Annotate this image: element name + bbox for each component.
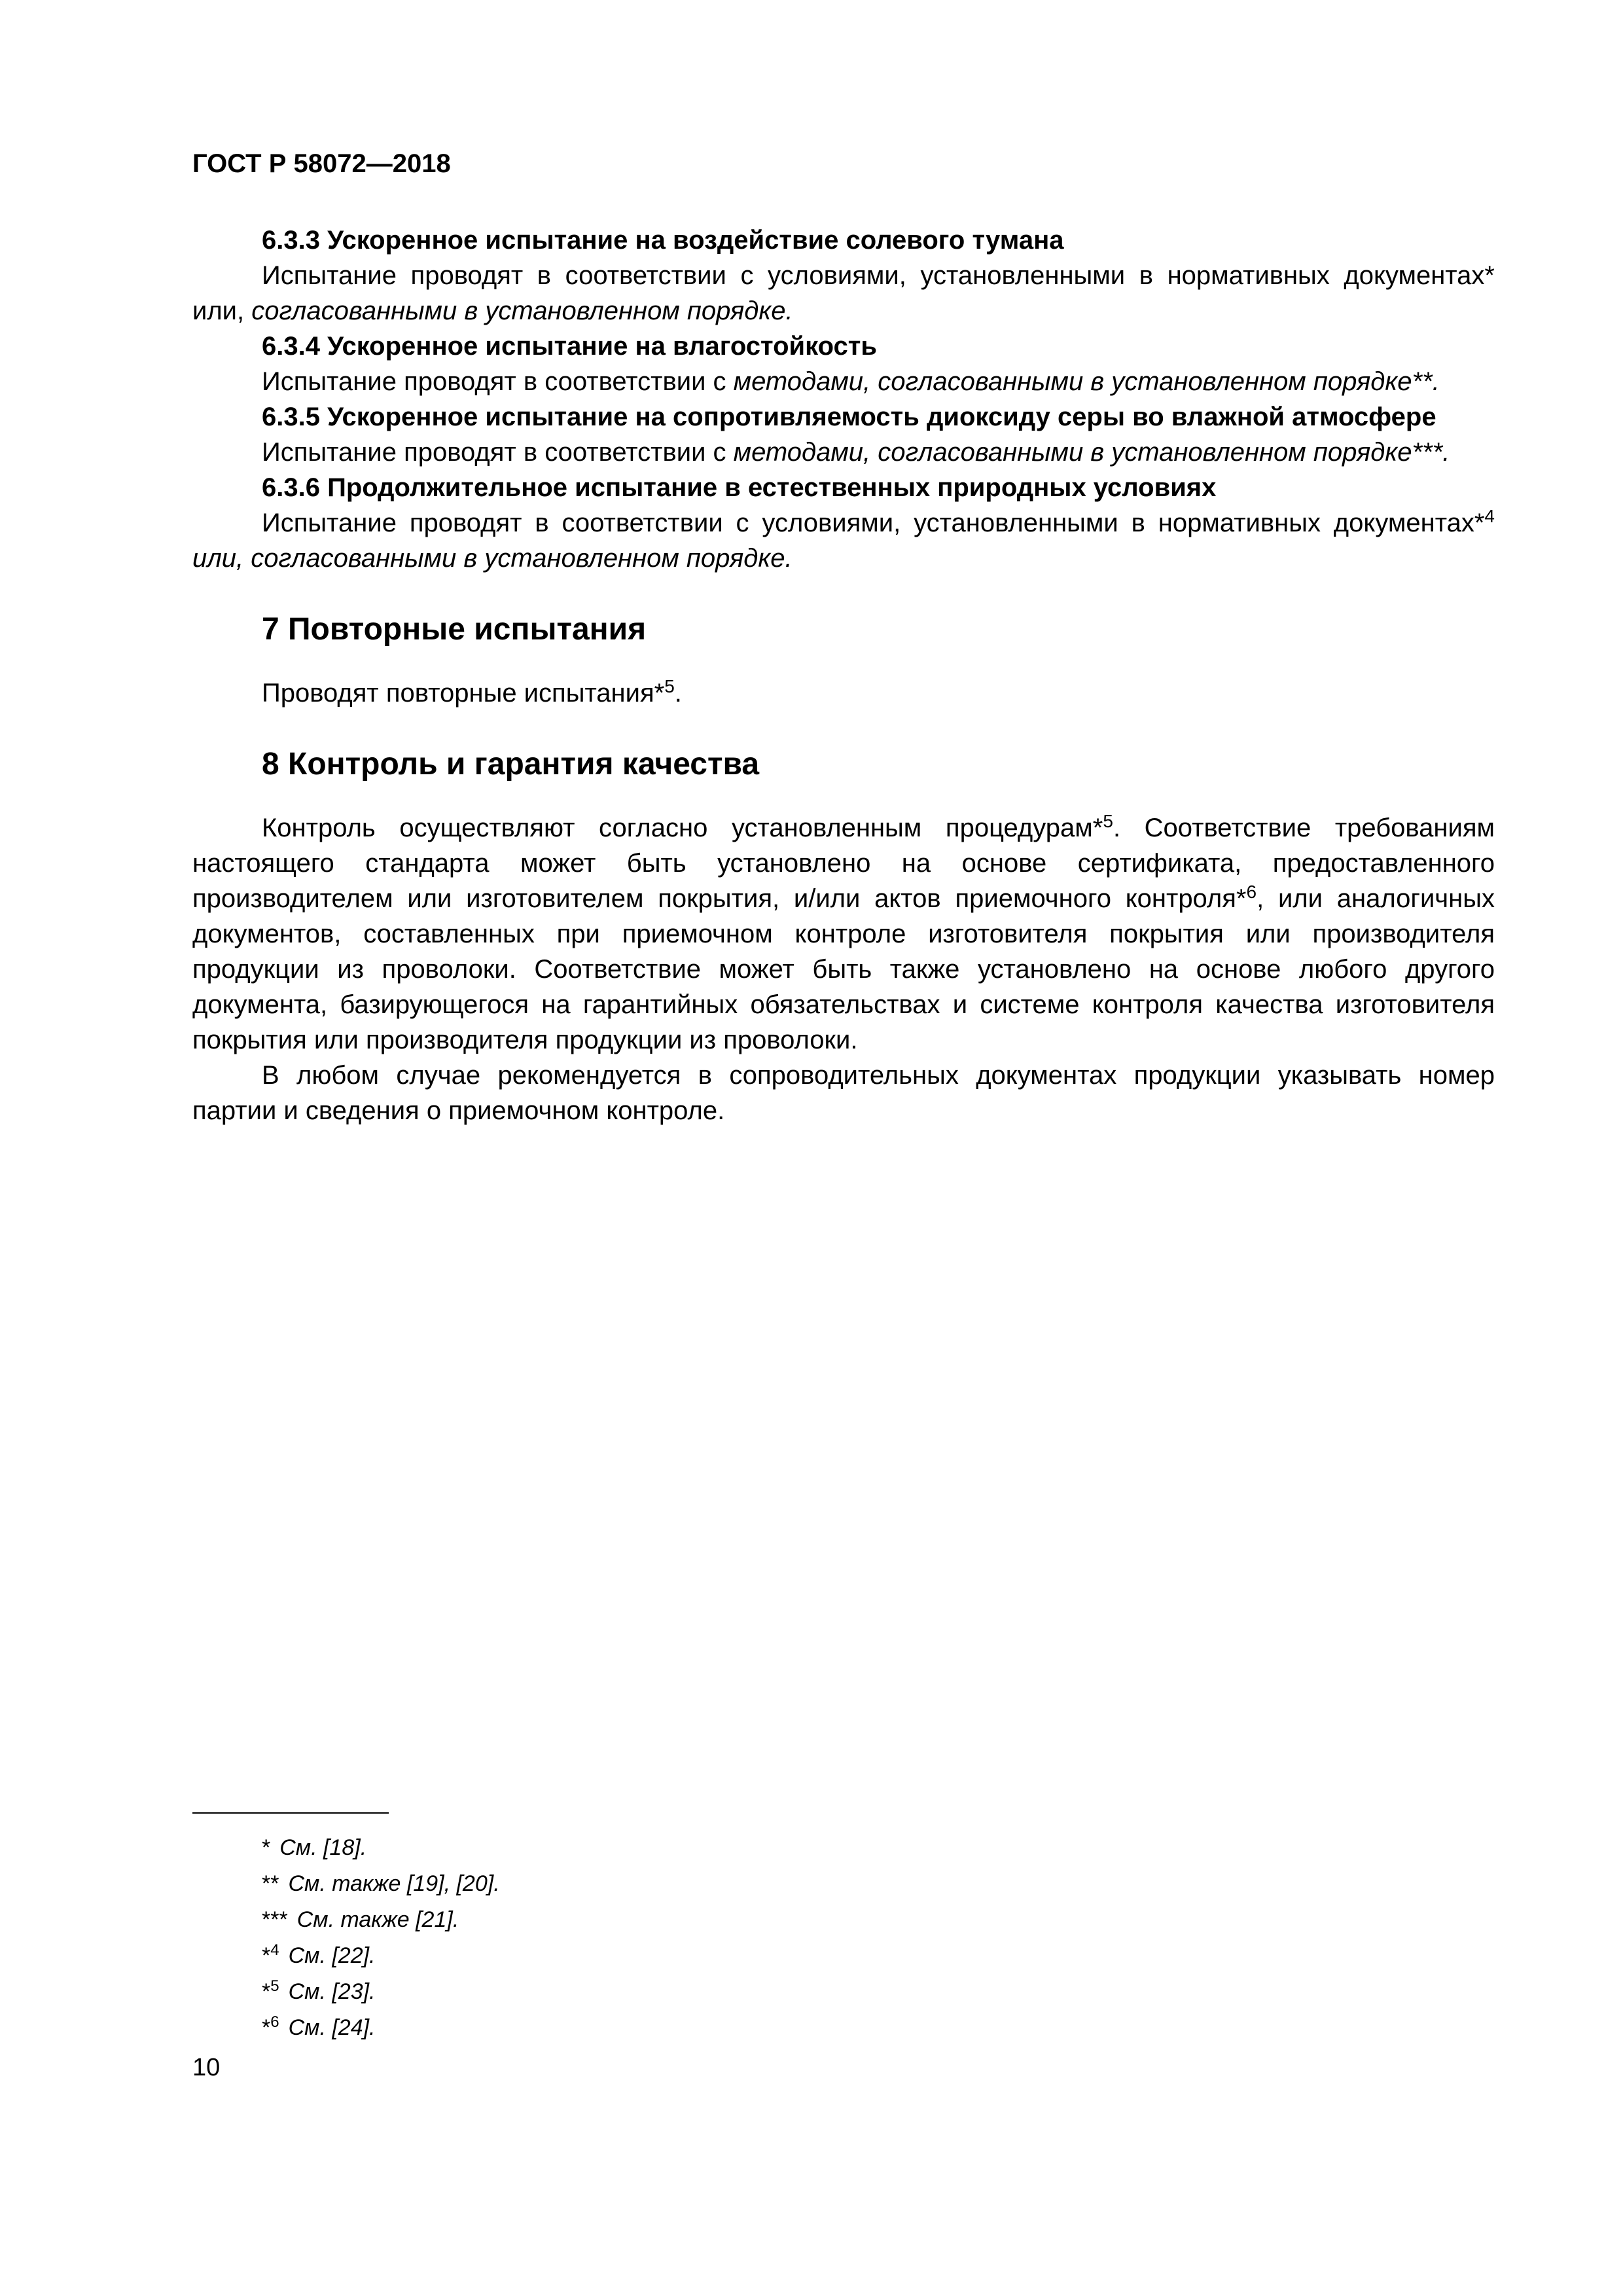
footnote-text: См. также [21]. <box>296 1907 459 1932</box>
footnote-mark: *$^6$ <box>262 2013 279 2040</box>
section-title-7: 7 Повторные испытания <box>262 612 647 647</box>
footnote-mark: *$^5$ <box>262 1977 279 2004</box>
footnote-separator <box>192 1812 389 1814</box>
paragraph-6-3-4-prefix: Испытание проводят в соответствии с <box>262 367 734 396</box>
paragraph-8-2-text: В любом случае рекомендуется в сопроводительных документах продукции указывать номер партии и сведения о приемочном контроле. <box>192 1061 1495 1125</box>
paragraph-8-1-c: , или аналогичных документов, составленных при приемочном контроле изготовителя покрытия или производителя продукции из проволоки. Соответствие может быть также установлено на основе любого другого документа, базирующегося на гарантийных обязательствах и системе контроля качества изготовителя покрытия или производителя продукции из проволоки. <box>192 884 1495 1054</box>
paragraph-6-3-3 <box>192 258 1495 293</box>
paragraph-6-3-3-text: Испытание проводят в соответствии с условиями, установленными в нормативных документах* <box>262 261 1495 290</box>
section-title-8: 8 Контроль и гарантия качества <box>262 747 760 781</box>
page-number: 10 <box>192 2054 221 2081</box>
paragraph-6-3-3-cont <box>192 293 1495 329</box>
document-header: ГОСТ Р 58072—2018 <box>192 149 451 178</box>
footnote-text: См. [23]. <box>288 1979 376 2004</box>
footnote-mark: * <box>262 1835 271 1860</box>
paragraph-7-text: Проводят повторные испытания* <box>262 679 665 708</box>
footnote-text: См. [18]. <box>279 1835 367 1860</box>
footnote-item <box>262 1866 500 1902</box>
footnote-mark: *$^4$ <box>262 1941 279 1968</box>
subsection-title-6-3-6: 6.3.6 Продолжительное испытание в естественных природных условиях <box>262 473 1217 502</box>
footnote-mark: ** <box>262 1871 279 1896</box>
paragraph-7-end: . <box>674 679 682 708</box>
paragraph-6-3-5-italic: методами, согласованными в установленном порядке***. <box>733 438 1450 467</box>
paragraph-6-3-3-cont-prefix: или, <box>192 296 252 325</box>
paragraph-6-3-5 <box>192 435 1495 470</box>
footnote-text: См. [22]. <box>288 1943 376 1968</box>
subsection-title-6-3-5: 6.3.5 Ускоренное испытание на сопротивляемость диоксиду серы во влажной атмосфере <box>262 403 1436 431</box>
footnote-ref-5: 5 <box>664 676 675 696</box>
paragraph-6-3-6-text: Испытание проводят в соответствии с условиями, установленными в нормативных документах* <box>262 509 1485 537</box>
paragraph-8-1-b: . Соответствие требованиям настоящего стандарта может быть установлено на основе сертификата, предоставленного производителем или изготовителем покрытия, и/или актов приемочного контроля* <box>192 814 1495 913</box>
footnote-item <box>262 1902 500 1938</box>
footnote-ref-4: 4 <box>1484 506 1495 526</box>
paragraph-6-3-6 <box>192 505 1495 541</box>
paragraph-7 <box>192 675 1495 711</box>
paragraph-8-1-a: Контроль осуществляют согласно установленным процедурам* <box>262 814 1103 842</box>
subsection-title-6-3-3: 6.3.3 Ускоренное испытание на воздействие солевого тумана <box>262 226 1064 255</box>
footnote-text: См. [24]. <box>288 2015 376 2040</box>
footnote-item <box>262 1938 500 1974</box>
paragraph-6-3-6-cont <box>192 541 1495 576</box>
footnote-item <box>262 1830 500 1866</box>
subsection-title-6-3-4: 6.3.4 Ускоренное испытание на влагостойкость <box>262 332 877 361</box>
paragraph-6-3-5-prefix: Испытание проводят в соответствии с <box>262 438 734 467</box>
paragraph-6-3-4 <box>192 364 1495 399</box>
paragraph-6-3-6-cont-italic: или, согласованными в установленном порядке. <box>192 544 793 573</box>
paragraph-6-3-3-cont-italic: согласованными в установленном порядке. <box>251 296 793 325</box>
footnotes <box>262 1830 500 2046</box>
paragraph-8-2 <box>192 1058 1495 1128</box>
paragraph-6-3-4-italic: методами, согласованными в установленном порядке**. <box>733 367 1440 396</box>
footnote-item <box>262 1974 500 2010</box>
page-content <box>192 223 1495 1128</box>
footnote-text: См. также [19], [20]. <box>288 1871 500 1896</box>
footnote-item <box>262 2010 500 2046</box>
footnote-ref-6: 6 <box>1246 882 1257 902</box>
paragraph-8-1 <box>192 810 1495 1058</box>
footnote-ref-5b: 5 <box>1103 811 1113 831</box>
footnote-mark: *** <box>262 1907 288 1932</box>
